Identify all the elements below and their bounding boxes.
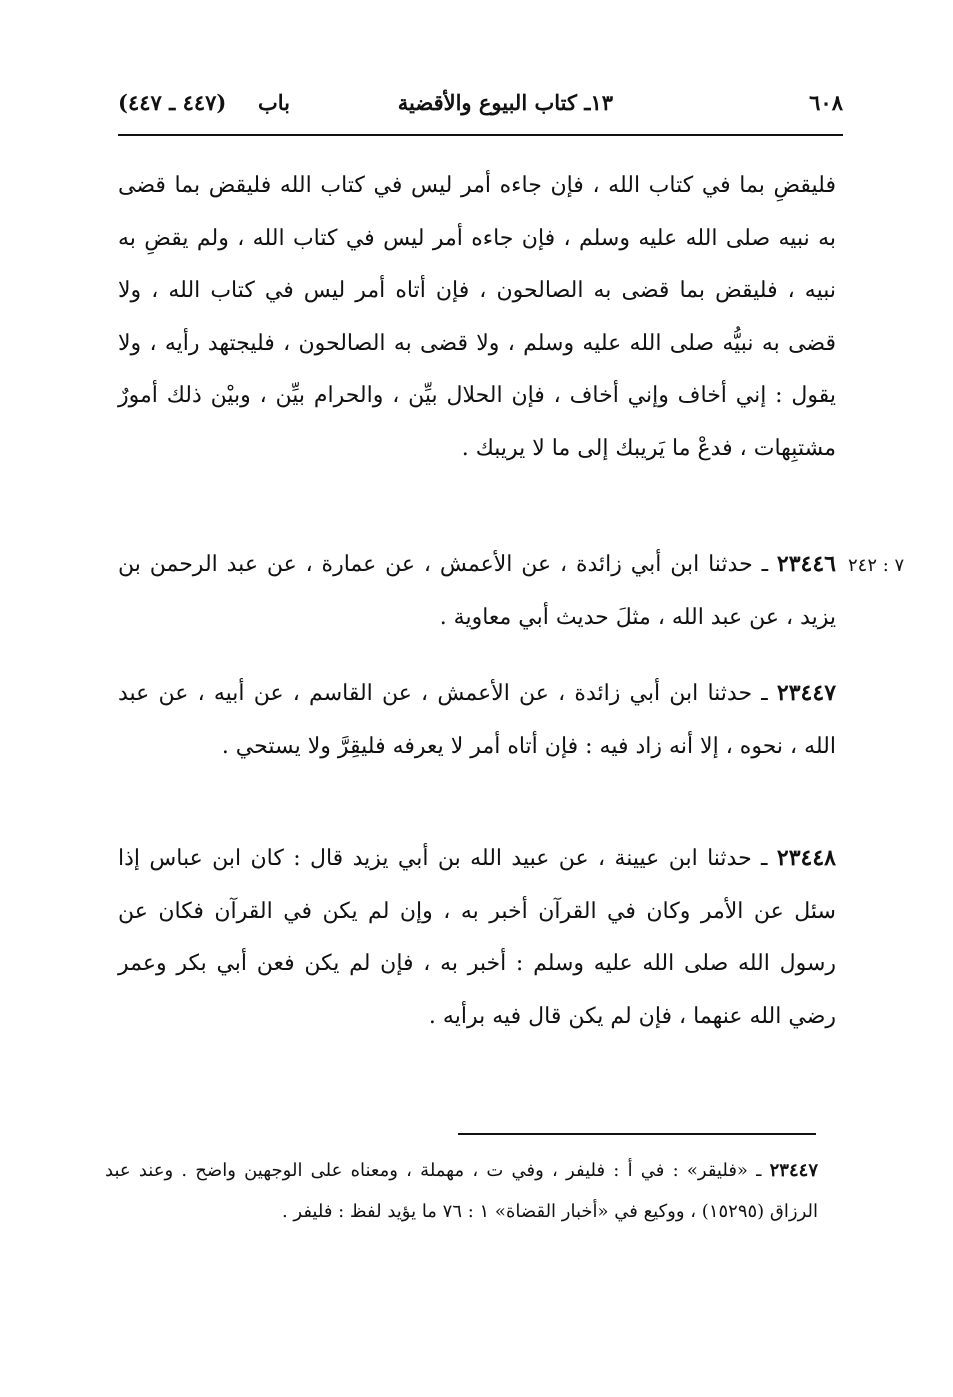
- hadith-entry: [118, 832, 836, 1043]
- running-header: [118, 90, 843, 128]
- header-divider: [118, 134, 843, 136]
- footnote-divider: [458, 1133, 816, 1135]
- footnote-text: ـ «فليقر» : في أ : فليفر ، وفي ت ، مهملة ، ومعناه على الوجهين واضح . وعند عبد الرزاق (١٥٢٩٥) ، ووكيع في «أخبار القضاة» ١ : ٧٦ ما يؤيد لفظ : فليفر .: [105, 1160, 818, 1222]
- footnote-number: ٢٣٤٤٧: [769, 1160, 818, 1181]
- hadith-number: ٢٣٤٤٧: [776, 680, 837, 706]
- hadith-entry: [118, 667, 836, 773]
- hadith-number: ٢٣٤٤٨: [776, 845, 836, 871]
- footnote: [105, 1150, 818, 1232]
- intro-paragraph: فليقضِ بما في كتاب الله ، فإن جاءه أمر ليس في كتاب الله فليقض بما قضى به نبيه صلى الله عليه وسلم ، فإن جاءه أمر ليس في كتاب الله ، ولم يقضِ به نبيه ، فليقض بما قضى به الصالحون ، فإن أتاه أمر ليس في كتاب الله ، ولا قضى به نبيُّه صلى الله عليه وسلم ، ولا قضى به الصالحون ، فليجتهد رأيه ، ولا يقول : إني أخاف وإني أخاف ، فإن الحلال بيِّن ، والحرام بيِّن ، وبيْن ذلك أمورٌ مشتبِهات ، فدعْ ما يَريبك إلى ما لا يريبك .: [118, 173, 836, 461]
- hadith-text: ـ حدثنا ابن أبي زائدة ، عن الأعمش ، عن عمارة ، عن عبد الرحمن بن يزيد ، عن عبد الله ، مثلَ حديث أبي معاوية .: [118, 552, 836, 630]
- chapter-title: ١٣ـ كتاب البيوع والأقضية: [397, 90, 613, 115]
- hadith-number: ٢٣٤٤٦: [776, 551, 836, 577]
- hadith-entry: [118, 538, 836, 644]
- section-range: (٤٤٧ ـ ٤٤٧): [118, 90, 227, 115]
- page-number: ٦٠٨: [809, 90, 843, 115]
- hadith-text: ـ حدثنا ابن عيينة ، عن عبيد الله بن أبي يزيد قال : كان ابن عباس إذا سئل عن الأمر وكان في القرآن أخبر به ، وإن لم يكن في القرآن فكان عن رسول الله صلى الله عليه وسلم : أخبر به ، فإن لم يكن فعن أبي بكر وعمر رضي الله عنهما ، فإن لم يكن قال فيه برأيه .: [118, 846, 836, 1029]
- margin-reference: ٧ : ٢٤٢: [848, 555, 905, 576]
- chapter-label: باب: [258, 90, 291, 115]
- hadith-text: ـ حدثنا ابن أبي زائدة ، عن الأعمش ، عن القاسم ، عن أبيه ، عن عبد الله ، نحوه ، إلا أنه زاد فيه : فإن أتاه أمر لا يعرفه فليقِرَّ ولا يستحي .: [118, 681, 836, 759]
